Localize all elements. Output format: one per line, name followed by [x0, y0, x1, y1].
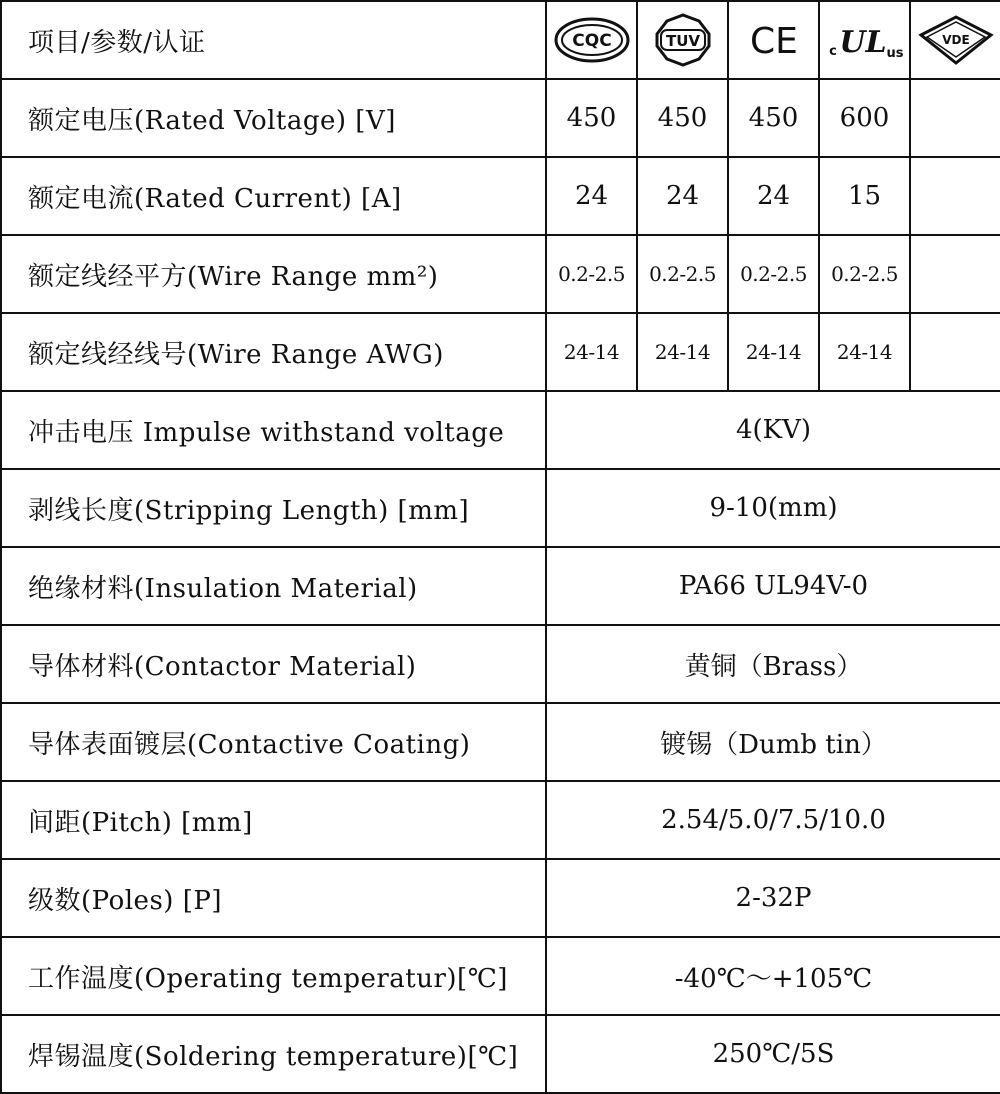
- row-label: 工作温度(Operating temperatur)[℃]: [1, 937, 546, 1015]
- cul-c-text: c: [828, 44, 837, 59]
- tuv-logo-cell: [637, 1, 728, 79]
- table-row: [1, 703, 1000, 781]
- row-label: 间距(Pitch) [mm]: [1, 781, 546, 859]
- cqc-value: 0.2-2.5: [546, 235, 637, 313]
- row-label: 级数(Poles) [P]: [1, 859, 546, 937]
- row-label: 剥线长度(Stripping Length) [mm]: [1, 469, 546, 547]
- tuv-logo-text: TUV: [665, 32, 700, 50]
- row-value: 2-32P: [546, 859, 1000, 937]
- table-row: [1, 625, 1000, 703]
- row-label: 额定电压(Rated Voltage) [V]: [1, 79, 546, 157]
- tuv-value: 24-14: [637, 313, 728, 391]
- cqc-value: 24-14: [546, 313, 637, 391]
- cqc-logo-cell: [546, 1, 637, 79]
- cqc-logo-text: CQC: [571, 31, 612, 51]
- tuv-value: 450: [637, 79, 728, 157]
- cul-value: 0.2-2.5: [819, 235, 910, 313]
- row-value: -40℃～+105℃: [546, 937, 1000, 1015]
- cul-us-logo-icon: [823, 15, 907, 65]
- vde-logo-icon: [915, 15, 997, 65]
- table-row: [1, 937, 1000, 1015]
- row-label: 冲击电压 Impulse withstand voltage: [1, 391, 546, 469]
- tuv-value: 0.2-2.5: [637, 235, 728, 313]
- row-label: 绝缘材料(Insulation Material): [1, 547, 546, 625]
- tuv-value: 24: [637, 157, 728, 235]
- cul-value: 24-14: [819, 313, 910, 391]
- row-value: 黄铜（Brass）: [546, 625, 1000, 703]
- cqc-value: 24: [546, 157, 637, 235]
- table-row: [1, 235, 1000, 313]
- table-row: [1, 79, 1000, 157]
- row-value: 9-10(mm): [546, 469, 1000, 547]
- row-value: 250℃/5S: [546, 1015, 1000, 1093]
- row-value: 镀锡（Dumb tin）: [546, 703, 1000, 781]
- header-row: [1, 1, 1000, 79]
- table-row: [1, 547, 1000, 625]
- tuv-logo-icon: [653, 12, 713, 68]
- vde-value: [910, 79, 1000, 157]
- vde-logo-text: VDE: [941, 33, 970, 47]
- cqc-logo-icon: [553, 15, 631, 65]
- cul-value: 15: [819, 157, 910, 235]
- table-row: [1, 859, 1000, 937]
- table-row: [1, 781, 1000, 859]
- row-label: 额定线经平方(Wire Range mm²): [1, 235, 546, 313]
- ce-value: 450: [728, 79, 819, 157]
- header-label: 项目/参数/认证: [1, 1, 546, 79]
- row-value: PA66 UL94V-0: [546, 547, 1000, 625]
- row-value: 4(KV): [546, 391, 1000, 469]
- ce-logo-text: CE: [749, 21, 798, 62]
- vde-value: [910, 235, 1000, 313]
- cul-value: 600: [819, 79, 910, 157]
- table-row: [1, 157, 1000, 235]
- vde-value: [910, 313, 1000, 391]
- row-label: 导体材料(Contactor Material): [1, 625, 546, 703]
- vde-value: [910, 157, 1000, 235]
- table-row: [1, 1015, 1000, 1093]
- ce-value: 24-14: [728, 313, 819, 391]
- table-row: [1, 391, 1000, 469]
- table-row: [1, 469, 1000, 547]
- cqc-value: 450: [546, 79, 637, 157]
- vde-logo-cell: [910, 1, 1000, 79]
- ce-value: 0.2-2.5: [728, 235, 819, 313]
- row-value: 2.54/5.0/7.5/10.0: [546, 781, 1000, 859]
- table-row: [1, 313, 1000, 391]
- ce-value: 24: [728, 157, 819, 235]
- cul-ul-text: UL: [838, 25, 887, 60]
- row-label: 导体表面镀层(Contactive Coating): [1, 703, 546, 781]
- row-label: 额定线经线号(Wire Range AWG): [1, 313, 546, 391]
- cul-us-text: us: [886, 46, 903, 61]
- ce-logo-cell: [728, 1, 819, 79]
- row-label: 额定电流(Rated Current) [A]: [1, 157, 546, 235]
- cul-us-logo-cell: [819, 1, 910, 79]
- row-label: 焊锡温度(Soldering temperature)[℃]: [1, 1015, 546, 1093]
- ce-logo-icon: [746, 15, 802, 65]
